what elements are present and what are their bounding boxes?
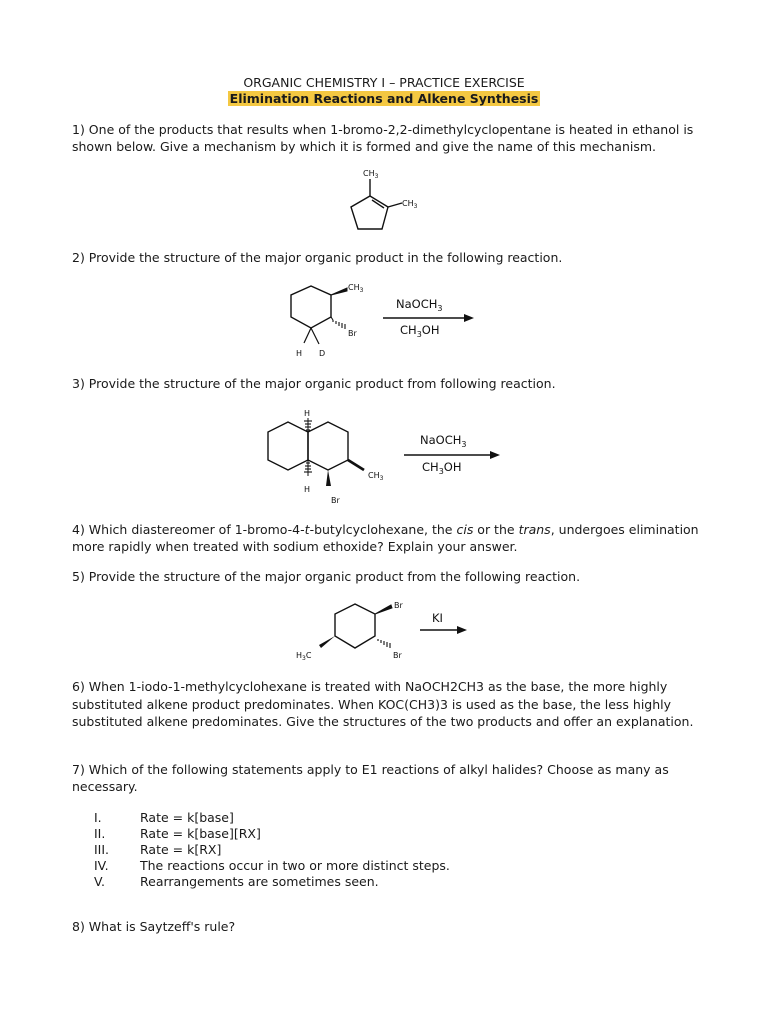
q5-reagent: KI — [432, 611, 443, 625]
question-2-text: 2) Provide the structure of the major organic product in the following reaction. — [72, 250, 563, 265]
question-3-reaction — [258, 400, 508, 510]
question-8-text: 8) What is Saytzeff's rule? — [72, 919, 236, 934]
page-subtitle — [0, 91, 768, 106]
page-title: ORGANIC CHEMISTRY I – PRACTICE EXERCISE — [243, 75, 525, 90]
q3-reagent-top: NaOCH$_3$ — [420, 433, 467, 449]
question-5-text: 5) Provide the structure of the major organic product from the following reaction. — [72, 569, 581, 584]
worksheet-page: ORGANIC CHEMISTRY I – PRACTICE EXERCISE Elimination Reactions and Alkene Synthesis 1) One of the products that results when 1-bromo-2,2-dimethylcyclopentane is heated in ethanol is shown below. Give a mechanism by which it is formed and give the name of this mechanism. $CH_3$ $CH_3$ 2) Provide the structure of the major organic product in the following reaction. $CH_3$ Br H D NaOCH$_3$ $CH_3OH$ 3) Provide the structure of the major organic product from following reaction. H H Br $CH_3$ NaOCH$_3$ $CH_3OH$ 4) Which diastereomer of 1-bromo-4-t-butylcyclohexane, the cis or the trans, undergoes elimination more rapidly when treated with sodium ethoxide? Explain your answer. 5) Provide the structure of the major organic product from the following reaction. Br Br $H_3C$ KI 6) When 1-iodo-1-methylcyclohexane is treated with NaOCH2CH3 as the base, the more highly substituted alkene product predominates. When KOC(CH3)3 is used as the base, the less highly substituted alkene predominates. Give the structures of the two products and offer an explanation. 7) Which of the following statements apply to E1 reactions of alkyl halides? Choose as many as necessary. I. Rate = k[base] II. Rate = k[base][RX] III. Rate = k[RX] IV. The reactions occur in two or more distinct steps. V. Rearrangements are sometimes seen. 8) What is Saytzeff's rule? — [0, 0, 768, 1024]
q5-bromo-top: Br — [394, 601, 403, 610]
question-3-text: 3) Provide the structure of the major organic product from following reaction. — [72, 376, 556, 391]
question-1-structure — [330, 162, 440, 242]
methyl-label-top: $CH_3$ — [363, 169, 379, 180]
q2-methyl-label: $CH_3$ — [348, 283, 364, 294]
subtitle-highlight: Elimination Reactions and Alkene Synthesis — [229, 91, 539, 106]
q3-hydrogen-top: H — [304, 409, 311, 418]
question-4-text: 4) Which diastereomer of 1-bromo-4-t-butylcyclohexane, the cis or the trans, undergoes elimination more rapidly when treated with sodium ethoxide? Explain your answer. — [72, 522, 699, 554]
question-7-text: 7) Which of the following statements apply to E1 reactions of alkyl halides? Choose as many as necessary. — [72, 762, 669, 794]
question-5-reaction — [290, 594, 480, 666]
q3-bromo-label: Br — [331, 496, 340, 505]
question-1-text: 1) One of the products that results when 1-bromo-2,2-dimethylcyclopentane is heated in ethanol is shown below. Give a mechanism by which it is formed and give the name of this mechanism. — [72, 122, 694, 154]
q3-reagent-bottom: $CH_3OH$ — [422, 460, 462, 476]
q2-bromo-label: Br — [348, 329, 357, 338]
q3-methyl-label: $CH_3$ — [368, 471, 384, 482]
question-2-reaction — [280, 276, 490, 366]
q5-bromo-bottom: Br — [393, 651, 402, 660]
q2-deuterium-label: D — [319, 349, 326, 358]
q5-methyl-label: $H_3C$ — [296, 651, 312, 662]
q2-reagent-top: NaOCH$_3$ — [396, 297, 443, 313]
question-6-text: 6) When 1-iodo-1-methylcyclohexane is treated with NaOCH2CH3 as the base, the more highly substituted alkene product predominates. When KOC(CH3)3 is used as the base, the less highly substituted alkene predominates. Give the structures of the two products and offer an explanation. — [72, 679, 694, 729]
methyl-label-right: $CH_3$ — [402, 199, 418, 210]
q2-reagent-bottom: $CH_3OH$ — [400, 323, 440, 339]
q3-hydrogen-bottom: H — [304, 485, 311, 494]
q2-hydrogen-label: H — [296, 349, 303, 358]
